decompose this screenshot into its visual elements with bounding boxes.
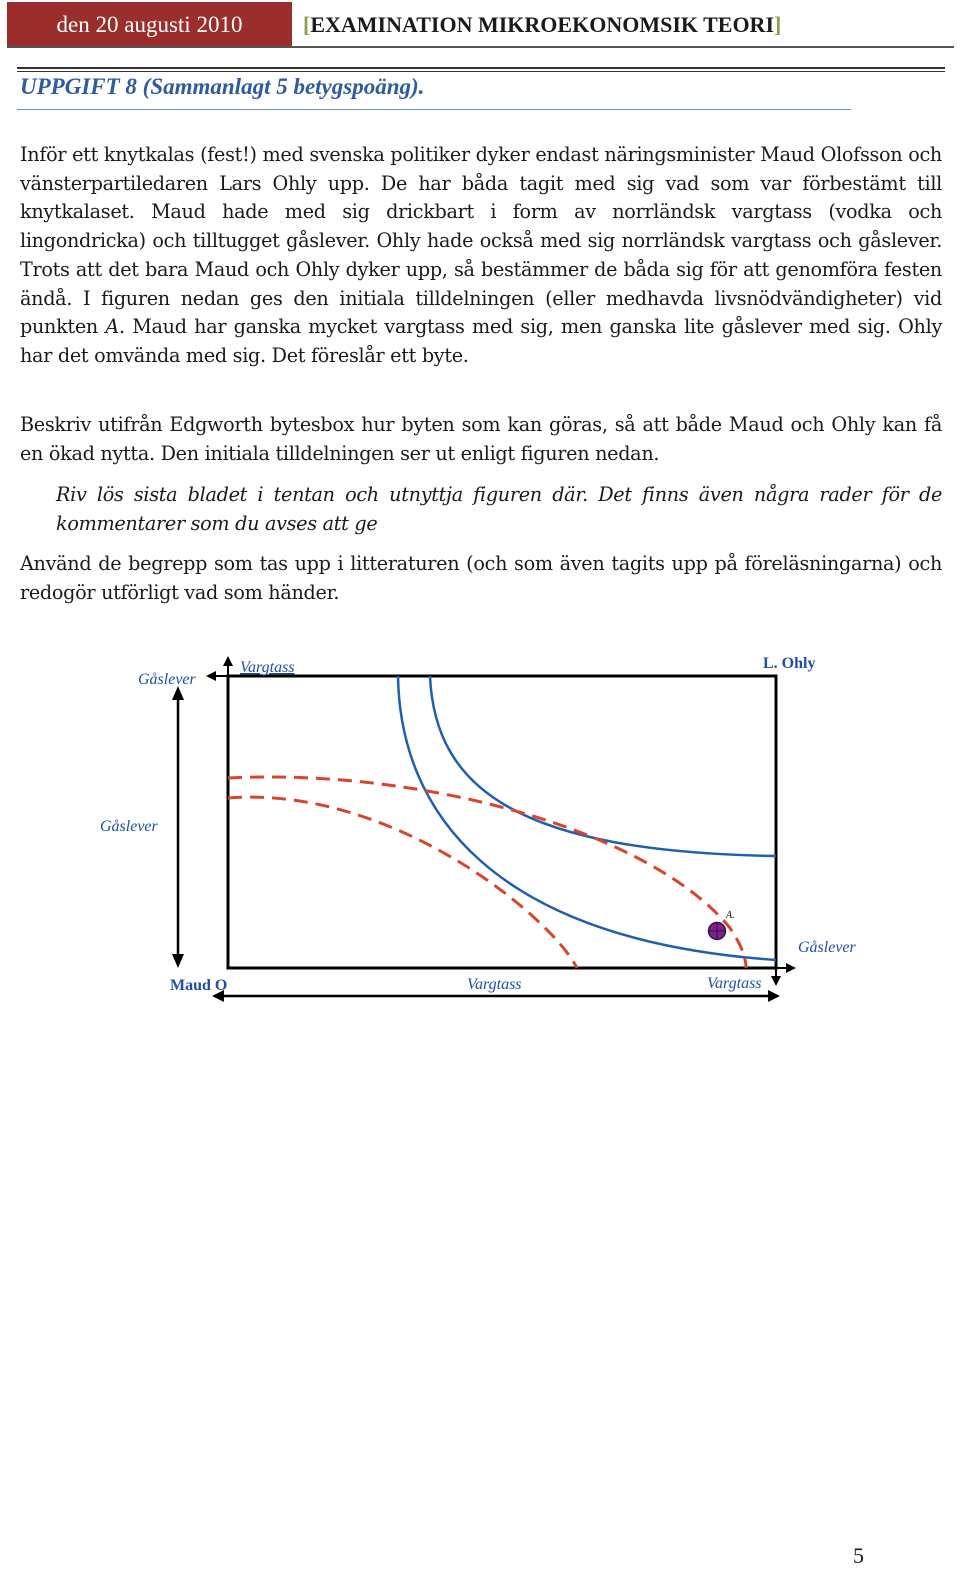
- maud-indifference-curve-high: [430, 676, 776, 856]
- label-vargtass-top: Vargtass: [240, 659, 295, 676]
- header-date: den 20 augusti 2010: [7, 2, 292, 48]
- paragraph-intro-part1: Inför ett knytkalas (fest!) med svenska politiker dyker endast näringsminister Maud Olofsson och vänsterpartiledaren Lars Ohly upp. De har båda tagit med sig vad som var förbestämt till knytkalaset. Maud hade med sig drickbart i form av norrländsk vargtass (vodka och lingondricka) och tilltugget gåslever. Ohly hade också med sig norrländsk vargtass och gåslever. Trots att det bara Maud och Ohly dyker upp, så bestämmer de båda sig för att genomföra festen ändå. I figuren nedan ges den initiala tilldelningen (eller medhavda livsnödvändigheter) vid punkten: [20, 143, 942, 339]
- label-point-a: A.: [726, 910, 735, 921]
- edgeworth-box: [228, 676, 776, 968]
- label-vargtass-bottom-mid: Vargtass: [467, 976, 522, 993]
- header-rule: [7, 46, 954, 48]
- arrow-head-up: [172, 686, 184, 700]
- ohly-indifference-curve: [228, 777, 746, 968]
- paragraph-question: Beskriv utifrån Edgworth bytesbox hur byten som kan göras, så att både Maud och Ohly kan få en ökad nytta. Den initiala tilldelningen ser ut enligt figuren nedan.: [20, 413, 942, 465]
- arrow-head-right-small: [786, 963, 796, 973]
- paragraph-instruction: Riv lös sista bladet i tentan och utnyttja figuren där. Det finns även några rader för de kommentarer som du avses att ge: [56, 483, 942, 535]
- label-gaslever-right: Gåslever: [798, 939, 856, 956]
- label-ohly: L. Ohly: [763, 655, 816, 672]
- page-number: 5: [853, 1543, 864, 1568]
- page-header: [7, 2, 954, 48]
- label-maud: Maud O: [170, 977, 228, 994]
- label-gaslever-left: Gåslever: [100, 818, 158, 835]
- paragraph-intro-point: A: [105, 315, 119, 339]
- divider: [17, 71, 945, 72]
- task-title: UPPGIFT 8 (Sammanlagt 5 betygspoäng).: [20, 74, 425, 99]
- paragraph-intro: [20, 141, 942, 371]
- maud-indifference-curve: [398, 676, 776, 960]
- arrow-head-down-small: [771, 976, 781, 986]
- label-gaslever-top: Gåslever: [138, 671, 196, 688]
- arrow-head-left: [206, 671, 216, 681]
- header-title-text: EXAMINATION MIKROEKONOMSIK TEORI: [310, 12, 775, 37]
- header-bracket-open: [: [303, 12, 311, 37]
- paragraph-concepts: Använd de begrepp som tas upp i litteraturen (och som även tagits upp på föreläsningarna) och redogör utförligt vad som händer.: [20, 552, 942, 604]
- divider: [17, 67, 945, 69]
- ohly-indifference-curve-low: [228, 797, 577, 968]
- header-title: [303, 2, 781, 48]
- header-bracket-close: ]: [774, 12, 782, 37]
- arrow-head-right-bottom: [768, 990, 780, 1002]
- arrow-head-down: [172, 954, 184, 968]
- paragraph-intro-part2: . Maud har ganska mycket vargtass med sig, men ganska lite gåslever med sig. Ohly har det omvända med sig. Det föreslår ett byte.: [20, 315, 942, 367]
- edgeworth-box-diagram: [90, 640, 890, 1010]
- task-title-rule: [17, 109, 851, 110]
- arrow-head-up-small: [223, 656, 233, 666]
- label-vargtass-bottom-right: Vargtass: [707, 975, 762, 992]
